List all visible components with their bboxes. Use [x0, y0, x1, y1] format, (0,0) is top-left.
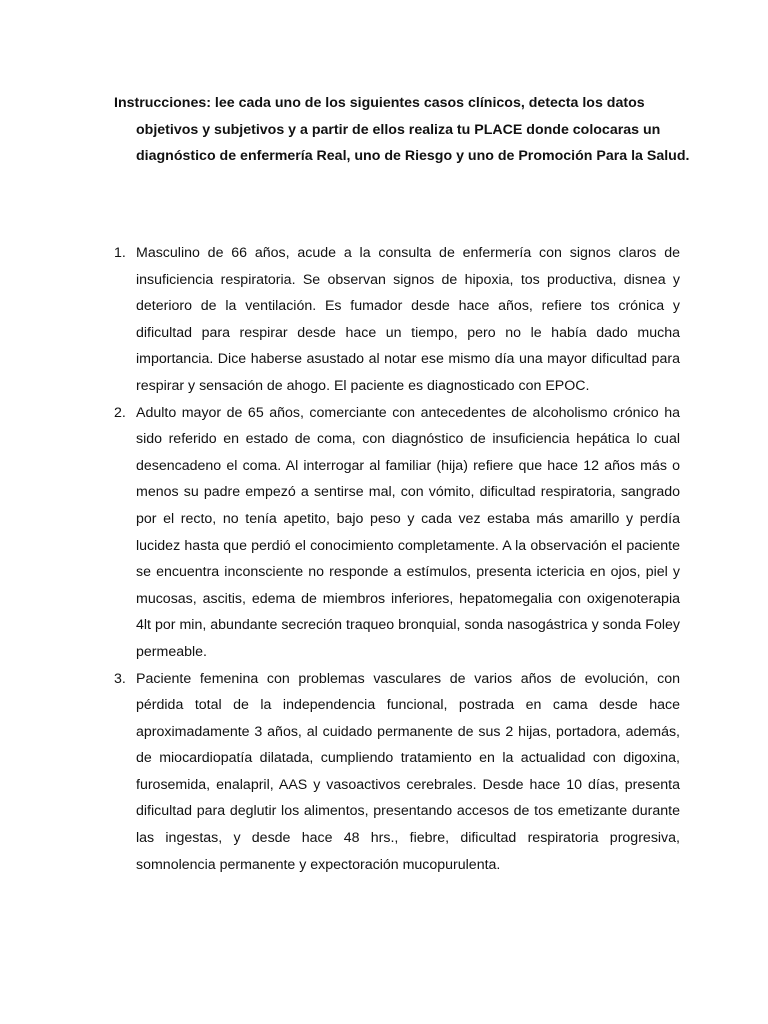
clinical-case-3: [114, 666, 680, 879]
case-number: 2.: [114, 404, 126, 421]
case-number: 3.: [114, 670, 126, 687]
clinical-case-list: [114, 240, 680, 878]
case-text: Paciente femenina con problemas vasculares de varios años de evolución, con pérdida total de la independencia funcional, postrada en cama desde hace aproximadamente 3 años, al cuidado permanente de sus 2 hijas, portadora, además, de miocardiopatía dilatada, cumpliendo tratamiento en la actualidad con digoxina, furosemida, enalapril, AAS y vasoactivos cerebrales. Desde hace 10 días, presenta dificultad para deglutir los alimentos, presentando accesos de tos emetizante durante las ingestas, y desde hace 48 hrs., fiebre, dificultad respiratoria progresiva, somnolencia permanente y expectoración mucopurulenta.: [136, 670, 680, 873]
instructions-paragraph: Instrucciones: lee cada uno de los siguientes casos clínicos, detecta los datos objetivos y subjetivos y a partir de ellos realiza tu PLACE donde colocaras un diagnóstico de enfermería Real, uno de Riesgo y uno de Promoción Para la Salud.: [114, 95, 690, 165]
case-text: Adulto mayor de 65 años, comerciante con antecedentes de alcoholismo crónico ha sido referido en estado de coma, con diagnóstico de insuficiencia hepática lo cual desencadeno el coma. Al interrogar al familiar (hija) refiere que hace 12 años más o menos su padre empezó a sentirse mal, con vómito, dificultad respiratoria, sangrado por el recto, no tenía apetito, bajo peso y cada vez estaba más amarillo y perdía lucidez hasta que perdió el conocimiento completamente. A la observación el paciente se encuentra inconsciente no responde a estímulos, presenta ictericia en ojos, piel y mucosas, ascitis, edema de miembros inferiores, hepatomegalia con oxigenoterapia 4lt por min, abundante secreción traqueo bronquial, sonda nasogástrica y sonda Foley permeable.: [136, 404, 680, 660]
clinical-case-1: [114, 240, 680, 400]
case-text: Masculino de 66 años, acude a la consulta de enfermería con signos claros de insuficiencia respiratoria. Se observan signos de hipoxia, tos productiva, disnea y deterioro de la ventilación. Es fumador desde hace años, refiere tos crónica y dificultad para respirar desde hace un tiempo, pero no le había dado mucha importancia. Dice haberse asustado al notar ese mismo día una mayor dificultad para respirar y sensación de ahogo. El paciente es diagnosticado con EPOC.: [136, 245, 680, 394]
clinical-case-2: [114, 400, 680, 666]
case-number: 1.: [114, 245, 126, 261]
